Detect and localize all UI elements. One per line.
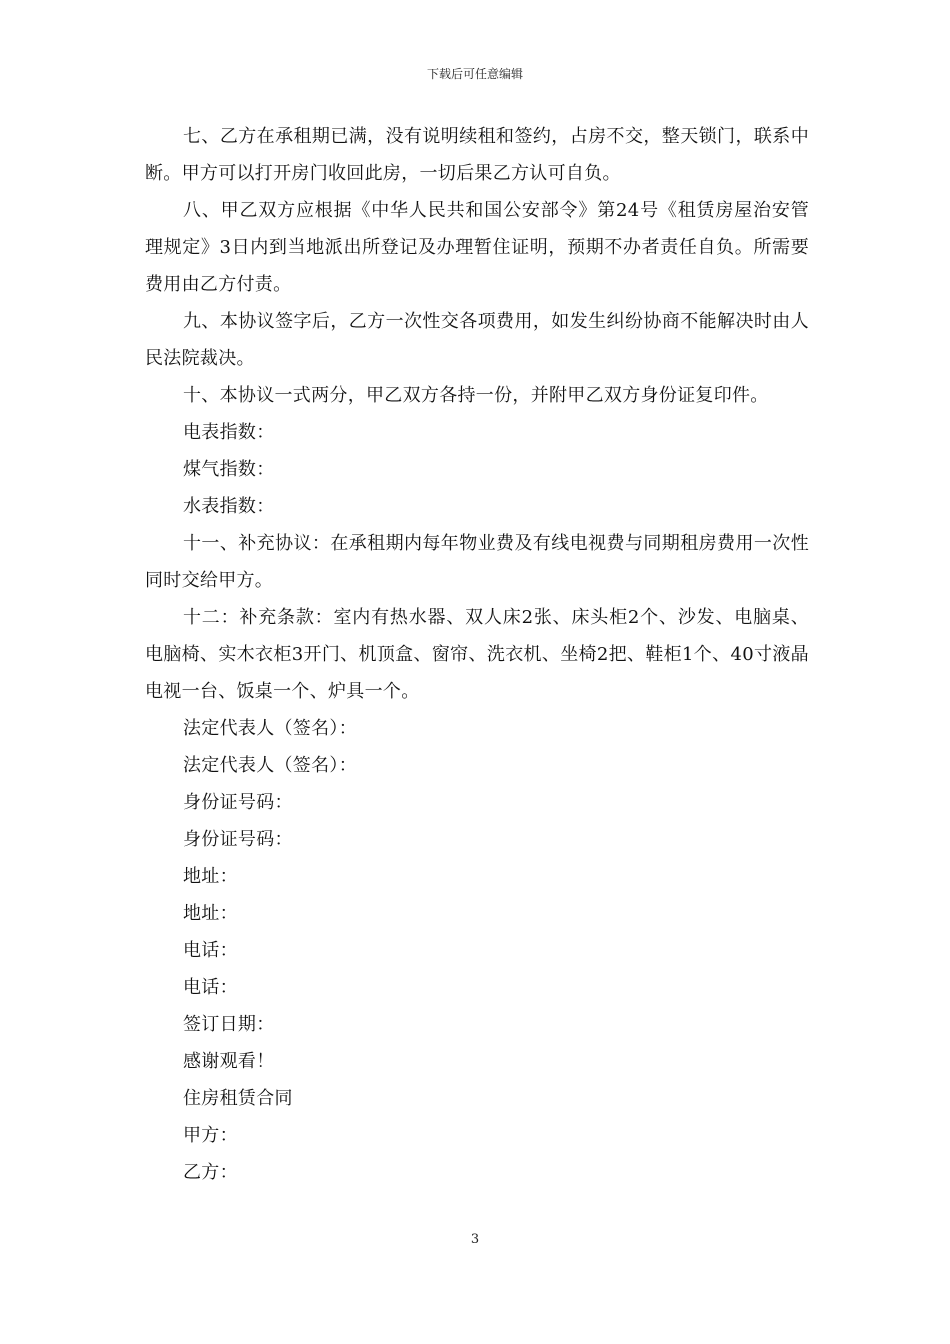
id-number-b: 身份证号码：: [183, 829, 293, 850]
thanks-text: 感谢观看！: [183, 1051, 275, 1072]
clause-7: 七、乙方在承租期已满，没有说明续租和签约，占房不交，整天锁门，联系中断。甲方可以打开房门收回此房，一切后果乙方认可自负。: [145, 126, 809, 184]
phone-b: 电话：: [183, 977, 238, 998]
clause-12: 十二：补充条款：室内有热水器、双人床2张、床头柜2个、沙发、电脑桌、电脑椅、实木衣柜3开门、机顶盒、窗帘、洗衣机、坐椅2把、鞋柜1个、40寸液晶电视一台、饭桌一个、炉具一个。: [145, 607, 809, 702]
clause-10: 十、本协议一式两分，甲乙双方各持一份，并附甲乙双方身份证复印件。: [183, 385, 769, 406]
address-a: 地址：: [183, 866, 238, 887]
gas-meter-reading: 煤气指数：: [183, 459, 275, 480]
clause-9: 九、本协议签字后，乙方一次性交各项费用，如发生纠纷协商不能解决时由人民法院裁决。: [145, 311, 809, 369]
party-a: 甲方：: [183, 1125, 238, 1146]
water-meter-reading: 水表指数：: [183, 496, 275, 517]
clause-8: 八、甲乙双方应根据《中华人民共和国公安部令》第24号《租赁房屋治安管理规定》3日内到当地派出所登记及办理暂住证明，预期不办者责任自负。所需要费用由乙方付责。: [145, 200, 809, 295]
legal-rep-signature-a: 法定代表人（签名）：: [183, 718, 357, 739]
contract-title: 住房租赁合同: [183, 1088, 293, 1109]
page-number: 3: [470, 1232, 480, 1247]
page-header: 下载后可任意编辑: [426, 67, 523, 81]
phone-a: 电话：: [183, 940, 238, 961]
signing-date: 签订日期：: [183, 1014, 275, 1035]
party-b: 乙方：: [183, 1162, 238, 1183]
id-number-a: 身份证号码：: [183, 792, 293, 813]
electric-meter-reading: 电表指数：: [183, 422, 275, 443]
legal-rep-signature-b: 法定代表人（签名）：: [183, 755, 357, 776]
address-b: 地址：: [183, 903, 238, 924]
clause-11: 十一、补充协议：在承租期内每年物业费及有线电视费与同期租房费用一次性同时交给甲方。: [145, 533, 809, 591]
document-body: [145, 118, 809, 1191]
